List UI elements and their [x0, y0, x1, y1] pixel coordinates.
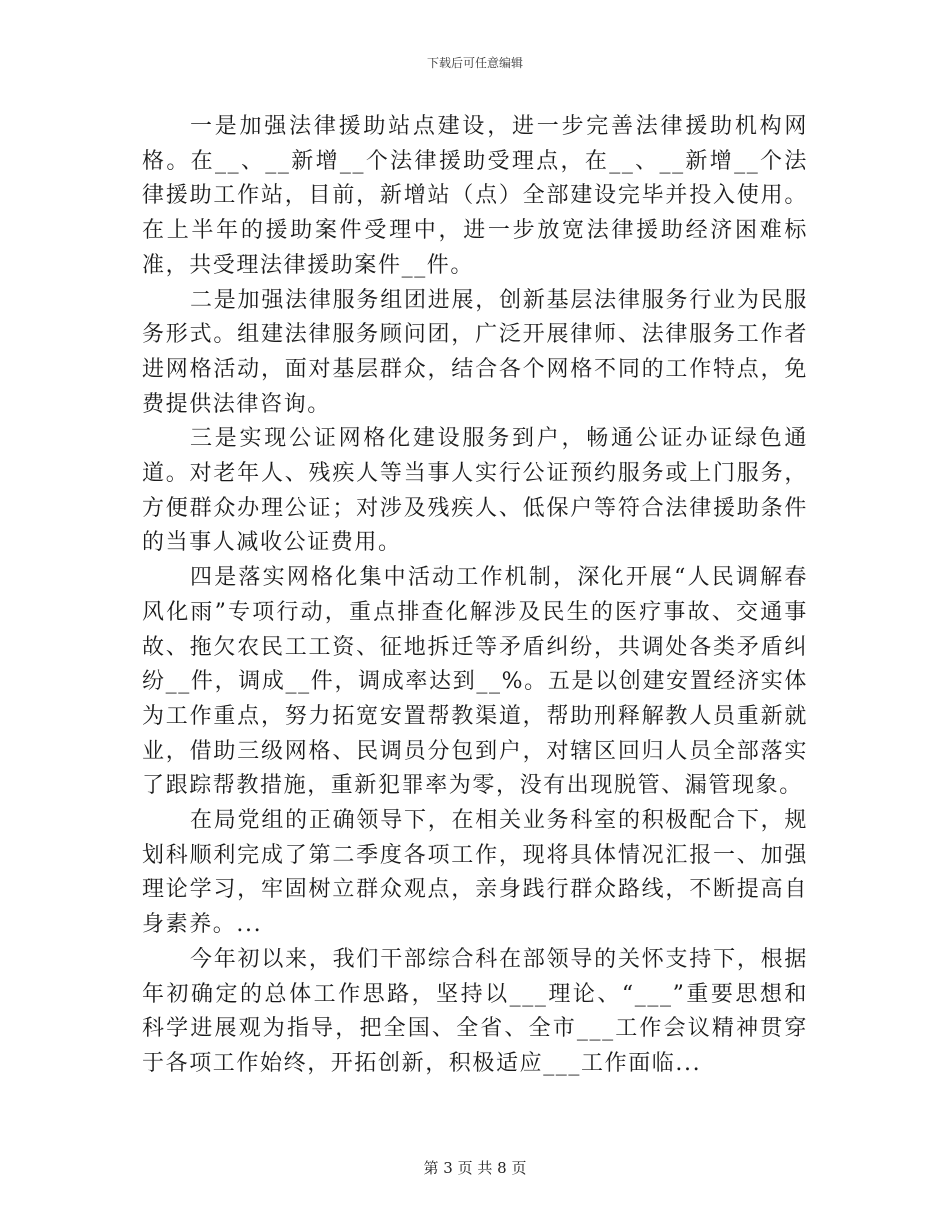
paragraph-legal-service-groups: 二是加强法律服务组团进展，创新基层法律服务行业为民服务形式。组建法律服务顾问团，广泛开展律师、法律服务工作者进网格活动，面对基层群众，结合各个网格不同的工作特点，免费提供法律咨询。 — [142, 287, 808, 417]
paragraph-legal-aid-stations: 一是加强法律援助站点建设，进一步完善法律援助机构网格。在__、__新增__个法律援助受理点，在__、__新增__个法律援助工作站，目前，新增站（点）全部建设完毕并投入使用。在上半年的援助案件受理中，进一步放宽法律援助经济困难标准，共受理法律援助案件__件。 — [142, 114, 808, 278]
page-number: 第 3 页 共 8 页 — [423, 1159, 527, 1177]
document-body — [142, 110, 808, 1082]
paragraph-notary-grid: 三是实现公证网格化建设服务到户，畅通公证办证绿色通道。对老年人、残疾人等当事人实行公证预约服务或上门服务，方便群众办理公证；对涉及残疾人、低保户等符合法律援助条件的当事人减收公证费用。 — [142, 426, 808, 556]
paragraph-planning-section: 在局党组的正确领导下，在相关业务科室的积极配合下，规划科顺利完成了第二季度各项工作，现将具体情况汇报一、加强理论学习，牢固树立群众观点，亲身践行群众路线，不断提高自身素养。... — [142, 808, 808, 938]
paragraph-cadre-section: 今年初以来，我们干部综合科在部领导的关怀支持下，根据年初确定的总体工作思路，坚持以___理论、“___”重要思想和科学进展观为指导，把全国、全省、全市___工作会议精神贯穿于各项工作始终，开拓创新，积极适应___工作面临... — [142, 946, 808, 1076]
download-note: 下载后可任意编辑 — [426, 56, 523, 70]
paragraph-mediation-mechanism: 四是落实网格化集中活动工作机制，深化开展“人民调解春风化雨”专项行动，重点排查化解涉及民生的医疗事故、交通事故、拖欠农民工工资、征地拆迁等矛盾纠纷，共调处各类矛盾纠纷__件，调成__件，调成率达到__%。五是以创建安置经济实体为工作重点，努力拓宽安置帮教渠道，帮助刑释解教人员重新就业，借助三级网格、民调员分包到户，对辖区回归人员全部落实了跟踪帮教措施，重新犯罪率为零，没有出现脱管、漏管现象。 — [142, 565, 808, 799]
